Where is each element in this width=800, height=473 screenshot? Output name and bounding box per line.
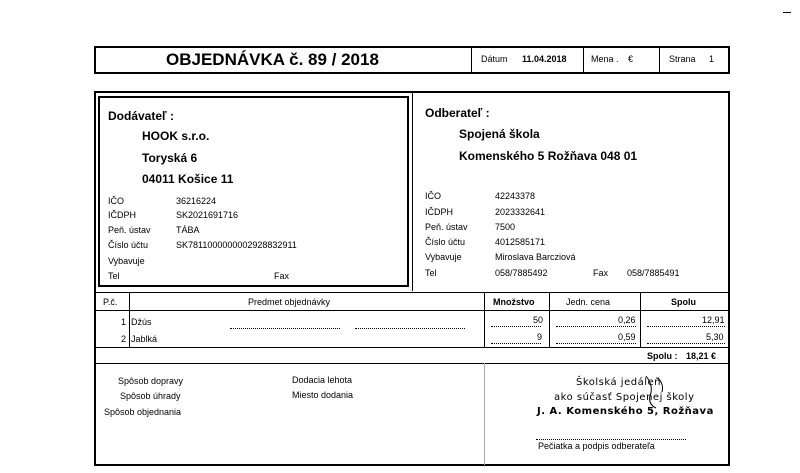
supplier-city: 04011 Košice 11 <box>142 172 234 186</box>
supplier-icdph-value: SK2021691716 <box>176 210 239 220</box>
transport-label: Spôsob dopravy <box>118 376 184 386</box>
col-header-num: P.č. <box>103 297 118 307</box>
table-rows-end-line <box>95 347 729 348</box>
table-row-unit-price: 0,59 <box>618 332 636 342</box>
row-dotted-line <box>355 328 465 329</box>
header-divider <box>659 47 660 74</box>
customer-tel-label: Tel <box>425 268 437 278</box>
customer-fax-label: Fax <box>593 268 609 278</box>
table-row-total: 12,91 <box>702 315 725 325</box>
customer-account-label: Číslo účtu <box>425 237 466 247</box>
supplier-tel-label: Tel <box>108 271 120 281</box>
customer-handler-value: Miroslava Barcziová <box>495 252 576 262</box>
table-row-total: 5,30 <box>706 332 724 342</box>
table-col-divider <box>549 293 550 347</box>
header-divider <box>583 47 584 74</box>
supplier-account-value: SK7811000000002928832911 <box>176 240 297 250</box>
delivery-term-label: Dodacia lehota <box>292 375 353 385</box>
currency-value: € <box>628 54 634 64</box>
table-col-divider <box>129 293 130 347</box>
supplier-bank-label: Peň. ústav <box>108 225 151 235</box>
customer-handler-label: Vybavuje <box>425 252 462 262</box>
row-dotted-line <box>230 328 340 329</box>
row-dotted-line <box>556 343 636 344</box>
col-header-qty: Množstvo <box>493 297 535 307</box>
customer-name: Spojená škola <box>459 127 540 141</box>
footer-divider <box>484 363 485 465</box>
supplier-ico-label: IČO <box>108 196 125 206</box>
customer-tel-value: 058/7885492 <box>495 268 548 278</box>
supplier-account-label: Číslo účtu <box>108 240 149 250</box>
col-header-unit-price: Jedn. cena <box>566 297 611 307</box>
table-row-qty: 9 <box>537 332 543 342</box>
table-col-divider <box>640 293 641 347</box>
table-sum-line <box>95 363 729 364</box>
signature-label: Pečiatka a podpis odberateľa <box>538 441 655 451</box>
table-row-num: 1 <box>121 317 127 327</box>
row-dotted-line <box>647 343 725 344</box>
row-dotted-line <box>556 326 636 327</box>
row-dotted-line <box>647 326 725 327</box>
order-method-label: Spôsob objednania <box>104 407 182 417</box>
table-col-divider <box>484 293 485 347</box>
date-value: 11.04.2018 <box>522 54 567 64</box>
signature-mark <box>640 372 680 412</box>
supplier-fax-label: Fax <box>274 271 290 281</box>
customer-ico-label: IČO <box>425 191 442 201</box>
row-dotted-line <box>491 343 541 344</box>
customer-heading: Odberateľ : <box>425 106 490 120</box>
table-row-num: 2 <box>121 334 127 344</box>
customer-bank-value: 7500 <box>495 222 516 232</box>
supplier-handler-label: Vybavuje <box>108 256 145 266</box>
customer-ico-value: 42243378 <box>495 191 536 201</box>
supplier-ico-value: 36216224 <box>176 196 217 206</box>
stamp-line-1: Školská jedáleň <box>576 377 661 388</box>
customer-fax-value: 058/7885491 <box>627 268 680 278</box>
stamp-line-3: J. A. Komenského 5, Rožňava <box>537 406 714 417</box>
table-row-qty: 50 <box>533 315 544 325</box>
supplier-bank-value: TÁBA <box>176 225 200 235</box>
customer-icdph-label: IČDPH <box>425 207 454 217</box>
stamp-line-2: ako súčasť Spojenej školy <box>554 392 695 403</box>
customer-icdph-value: 2023332641 <box>495 207 546 217</box>
supplier-name: HOOK s.r.o. <box>142 129 210 143</box>
row-dotted-line <box>491 326 541 327</box>
delivery-place-label: Miesto dodania <box>292 390 354 400</box>
supplier-street: Toryská 6 <box>142 151 198 165</box>
customer-address: Komenského 5 Rožňava 048 01 <box>459 149 638 163</box>
table-top-line <box>95 292 729 293</box>
signature-line <box>536 439 686 440</box>
date-label: Dátum <box>481 54 508 64</box>
page-title: OBJEDNÁVKA č. 89 / 2018 <box>166 50 379 69</box>
col-header-subject: Predmet objednávky <box>248 297 331 307</box>
customer-bank-label: Peň. ústav <box>425 222 468 232</box>
page-label: Strana <box>669 54 696 64</box>
header-divider <box>471 47 472 74</box>
supplier-icdph-label: IČDPH <box>108 210 137 220</box>
page-value: 1 <box>709 54 715 64</box>
sum-label: Spolu : <box>647 351 678 361</box>
supplier-heading: Dodávateľ : <box>108 109 174 123</box>
corner-mark <box>783 12 791 13</box>
payment-label: Spôsob úhrady <box>120 391 181 401</box>
table-row-name: Jablká <box>131 334 158 344</box>
currency-label: Mena . <box>591 54 619 64</box>
sum-value: 18,21 € <box>686 351 717 361</box>
customer-account-value: 4012585171 <box>495 237 546 247</box>
table-row-name: Džús <box>131 317 152 327</box>
customer-divider <box>412 92 413 291</box>
table-header-line <box>95 310 729 311</box>
col-header-total: Spolu <box>671 297 696 307</box>
table-row-unit-price: 0,26 <box>618 315 636 325</box>
